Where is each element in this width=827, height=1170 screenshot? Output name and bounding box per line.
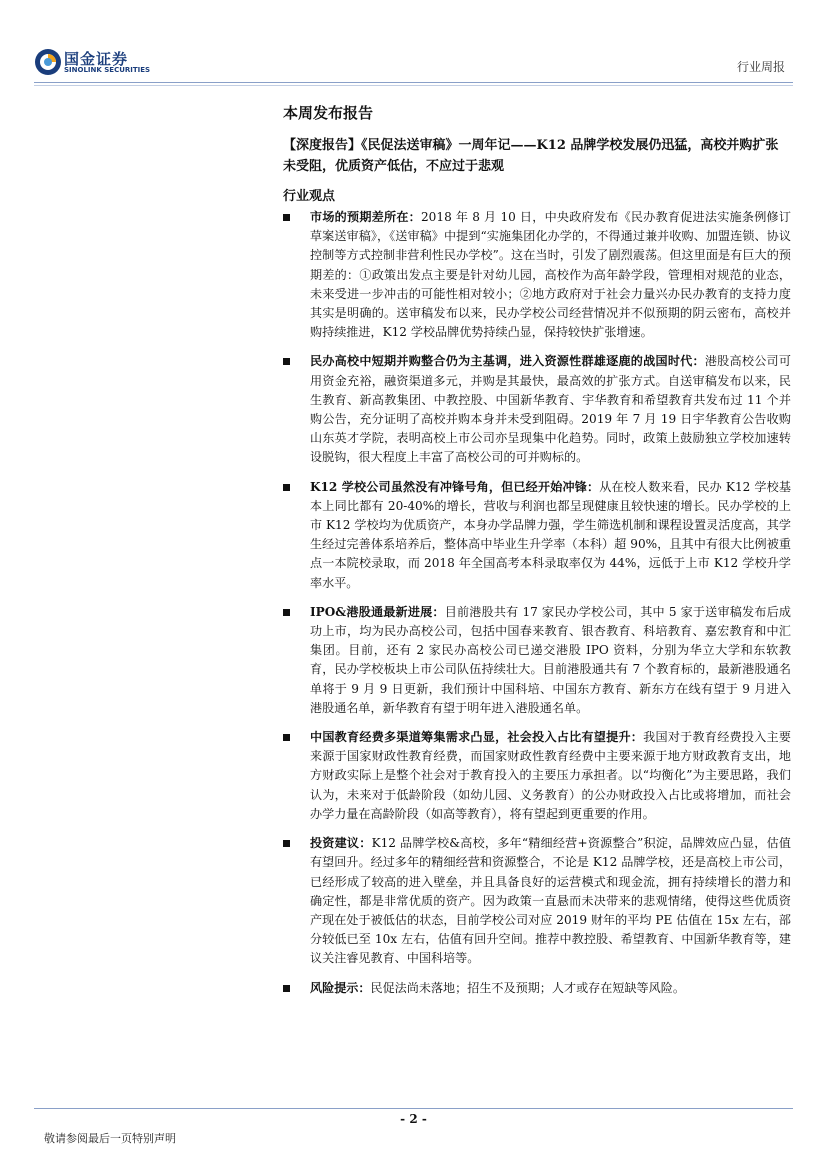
bullet-item — [283, 979, 791, 998]
bullet-text: 从在校人数来看，民办 K12 学校基本上同比都有 20-40%的增长，营收与利润也都呈现健康且较快速的增长。民办学校的上市 K12 学校均为优质资产，本身办学品牌力强，学生筛选机制和课程设置灵活度高，其学生经过完善体系培养后，整体高中毕业生升学率（本科）超 90%，且其中有很大比例被重点一本院校录取，而 2018 年全国高考本科录取率仅为 44%，远低于上市 K12 学校升学率水平。 — [310, 479, 791, 590]
bullet-text: K12 品牌学校&高校，多年“精细经营+资源整合”积淀，品牌效应凸显，估值有望回升。经过多年的精细经营和资源整合，不论是 K12 品牌学校，还是高校上市公司，已经形成了较高的进入壁垒，并且具备良好的运营模式和现金流，拥有持续增长的潜力和确定性，都是非常优质的资产。因为政策一直悬而未决带来的悲观情绪，使得这些优质资产现在处于被低估的状态，目前学校公司对应 2019 财年的平均 PE 估值在 15x 左右，部分较低已至 10x 左右，估值有回升空间。推荐中教控股、希望教育、中国新华教育等，建议关注睿见教育、中国科培等。 — [310, 836, 791, 966]
bullet-lead: 中国教育经费多渠道筹集需求凸显，社会投入占比有望提升： — [310, 730, 644, 745]
bullet-text: 民促法尚未落地；招生不及预期；人才或存在短缺等风险。 — [370, 980, 685, 995]
footer-disclaimer: 敬请参阅最后一页特别声明 — [44, 1132, 176, 1145]
bullet-lead: 风险提示： — [310, 980, 371, 995]
bullet-lead: 市场的预期差所在： — [310, 210, 421, 224]
bullet-item — [283, 208, 791, 342]
bullet-text: 2018 年 8 月 10 日，中央政府发布《民办教育促进法实施条例修订草案送审稿》，《送审稿》中提到“实施集团化办学的，不得通过兼并收购、加盟连锁、协议控制等方式控制非营利性民办学校”。这在当时，引发了剧烈震荡。但这里面是有巨大的预期差的：①政策出发点主要是针对幼儿园，高校作为高年龄学段，管理相对规范的业态，未来受进一步冲击的可能性相对较小；②地方政府对于社会力量兴办民办教育的支持力度其实是明确的。送审稿发布以来，民办学校公司经营情况并不似预期的阴云密布，高校并购持续推进，K12 学校品牌优势持续凸显，保持较快扩张增速。 — [310, 210, 791, 340]
bullet-item — [283, 352, 791, 467]
bullet-lead: K12 学校公司虽然没有冲锋号角，但已经开始冲锋： — [310, 479, 600, 494]
logo-text-en: SINOLINK SECURITIES — [64, 66, 151, 74]
header-divider — [34, 82, 793, 83]
bullet-text: 目前港股共有 17 家民办学校公司，其中 5 家于送审稿发布后成功上市，均为民办高校公司，包括中国春来教育、银杏教育、科培教育、嘉宏教育和中汇集团。目前，还有 2 家民办高校公司已递交港股 IPO 资料，分别为华立大学和东软教育，民办学校板块上市公司队伍持续壮大。目前港股通共有 7 个教育标的，最新港股通名单将于 9 月 9 日更新，我们预计中国科培、中国东方教育、新东方在线有望于 9 月进入港股通名单，新华教育有望于明年进入港股通名单。 — [310, 604, 791, 715]
bullet-item — [283, 478, 791, 593]
footer-divider — [34, 1108, 793, 1109]
report-title: 【深度报告】《民促法送审稿》一周年记——K12 品牌学校发展仍迅猛，高校并购扩张未受阻，优质资产低估，不应过于悲观 — [283, 138, 779, 174]
bullet-lead: IPO&港股通最新进展： — [310, 604, 445, 619]
page-number: - 2 - — [400, 1112, 427, 1126]
bullet-item — [283, 728, 791, 824]
bullet-item — [283, 603, 791, 718]
bullet-item — [283, 834, 791, 968]
bullet-lead: 投资建议： — [310, 836, 372, 851]
logo-icon — [34, 48, 62, 76]
header-divider-secondary — [34, 85, 793, 86]
bullet-lead: 民办高校中短期并购整合仍为主基调，进入资源性群雄逐鹿的战国时代： — [310, 354, 705, 369]
main-content — [283, 96, 791, 1008]
logo-text-cn: 国金证券 — [64, 50, 129, 68]
report-type-label: 行业周报 — [736, 60, 785, 74]
bullet-list — [283, 208, 791, 998]
bullet-text: 港股高校公司可用资金充裕，融资渠道多元，并购是其最快，最高效的扩张方式。自送审稿发布以来，民生教育、新高教集团、中教控股、中国新华教育、宇华教育和希望教育共发布过 11 个并购公告，充分证明了高校并购本身并未受到阻碍。2019 年 7 月 19 日宇华教育公告收购山东英才学院，表明高校上市公司亦呈现集中化趋势。同时，政策上鼓励独立学校加速转设脱钩，很大程度上丰富了高校公司的可并购标的。 — [310, 354, 791, 465]
view-title: 行业观点 — [283, 189, 336, 204]
bullet-text: 我国对于教育经费投入主要来源于国家财政性教育经费，而国家财政性教育经费中主要来源于地方财政教育支出，地方财政实际上是整个社会对于教育投入的主要压力承担者。以“均衡化”为主要思路，我们认为，未来对于低龄阶段（如幼儿园、义务教育）的公办财政投入占比或将增加，而社会办学力量在高龄阶段（如高等教育），将有望起到更重要的作用。 — [310, 730, 791, 821]
brand-logo — [34, 48, 164, 76]
section-title: 本周发布报告 — [283, 104, 374, 122]
